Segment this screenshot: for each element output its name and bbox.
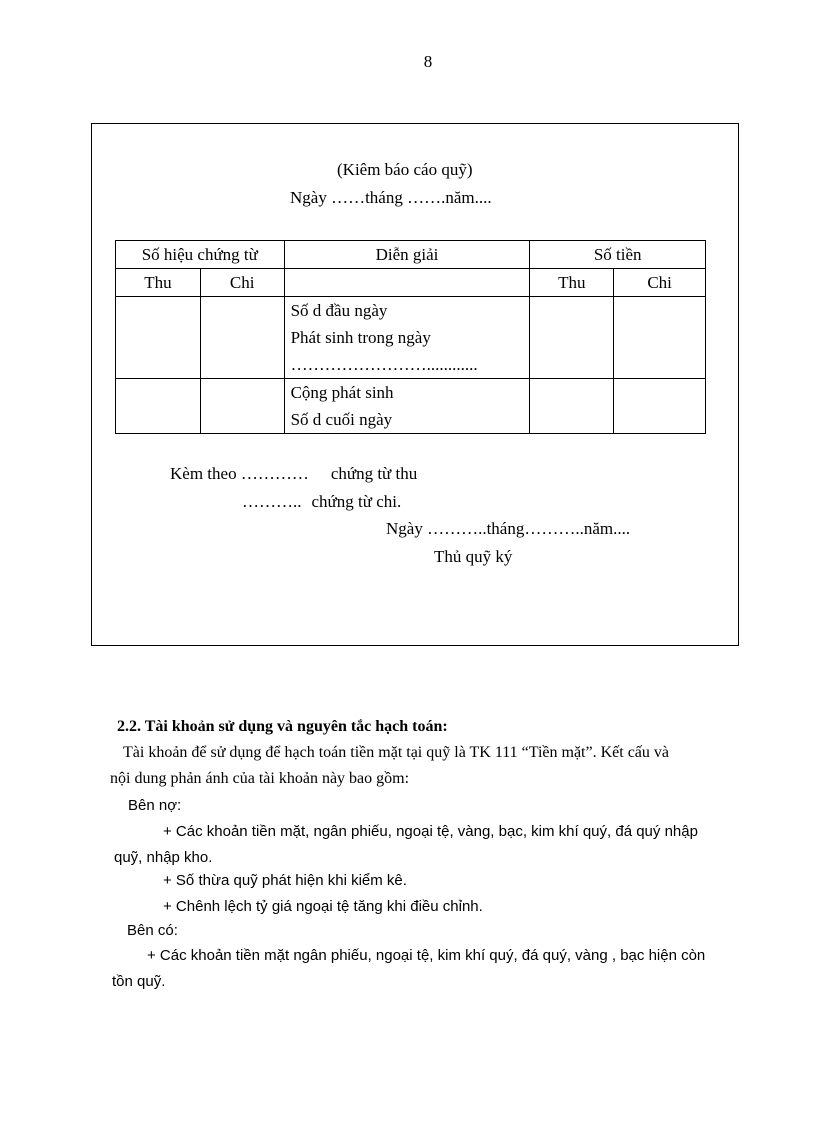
cash-report-table <box>115 240 706 434</box>
table-header-row <box>116 241 706 269</box>
section-heading: 2.2. Tài khoản sử dụng và nguyên tắc hạch toán: <box>117 718 448 735</box>
cell-empty <box>200 297 284 379</box>
sign-date: Ngày ………..tháng………..năm.... <box>386 519 631 538</box>
table-row <box>116 379 706 434</box>
header-voucher-no: Số hiệu chứng từ <box>116 241 285 269</box>
header-amount: Số tiền <box>530 241 706 269</box>
cell-empty <box>614 379 706 434</box>
intro-line-1: Tài khoản để sử dụng để hạch toán tiền mặt tại quỹ là TK 111 “Tiền mặt”. Kết cấu và <box>123 744 670 761</box>
credit-item-1-line-2: tồn quỹ. <box>112 973 166 990</box>
report-date-line: Ngày ……tháng …….năm.... <box>290 188 492 207</box>
attach-receipts: chứng từ thu <box>330 464 418 483</box>
cell-empty <box>116 297 201 379</box>
attach-dots: ……….. <box>242 492 302 511</box>
debit-item-3: + Chênh lệch tỷ giá ngoại tệ tăng khi điều chỉnh. <box>163 898 483 915</box>
cell-empty <box>116 379 201 434</box>
report-title: (Kiêm báo cáo quỹ) <box>337 160 473 179</box>
total-arising: Cộng phát sinh <box>290 383 394 402</box>
cell-description <box>284 379 530 434</box>
debit-label: Bên nợ: <box>128 797 182 814</box>
arising-in-day: Phát sinh trong ngày <box>290 328 431 347</box>
cell-empty <box>614 297 706 379</box>
attach-label: Kèm theo ………… <box>170 464 309 483</box>
subheader-empty <box>284 269 530 297</box>
table-subheader-row <box>116 269 706 297</box>
opening-balance: Số d đầu ngày <box>290 301 388 320</box>
credit-item-1-line-1: + Các khoản tiền mặt ngân phiếu, ngoại tệ, kim khí quý, đá quý, vàng , bạc hiện còn <box>147 947 706 964</box>
dotted-line: ……………………............ <box>290 355 478 374</box>
attach-line-1 <box>170 464 417 484</box>
closing-balance: Số d cuối ngày <box>290 410 393 429</box>
cell-empty <box>530 379 614 434</box>
subheader-chi-amount: Chi <box>614 269 706 297</box>
page-number: 8 <box>423 52 433 71</box>
cell-empty <box>200 379 284 434</box>
debit-item-1-line-2: quỹ, nhập kho. <box>114 849 213 866</box>
signer-label: Thủ quỹ ký <box>434 547 513 566</box>
cell-description <box>284 297 530 379</box>
attach-line-2 <box>242 492 401 512</box>
intro-line-2: nội dung phản ánh của tài khoản này bao gồm: <box>110 770 410 787</box>
debit-item-1-line-1: + Các khoản tiền mặt, ngân phiếu, ngoại tệ, vàng, bạc, kim khí quý, đá quý nhập <box>163 823 698 840</box>
subheader-thu-amount: Thu <box>530 269 614 297</box>
subheader-chi: Chi <box>200 269 284 297</box>
credit-label: Bên có: <box>127 922 178 939</box>
cell-empty <box>530 297 614 379</box>
attach-payments: chứng từ chi. <box>311 492 402 511</box>
table-row <box>116 297 706 379</box>
header-description: Diễn giải <box>284 241 530 269</box>
debit-item-2: + Số thừa quỹ phát hiện khi kiểm kê. <box>163 872 407 889</box>
subheader-thu: Thu <box>116 269 201 297</box>
